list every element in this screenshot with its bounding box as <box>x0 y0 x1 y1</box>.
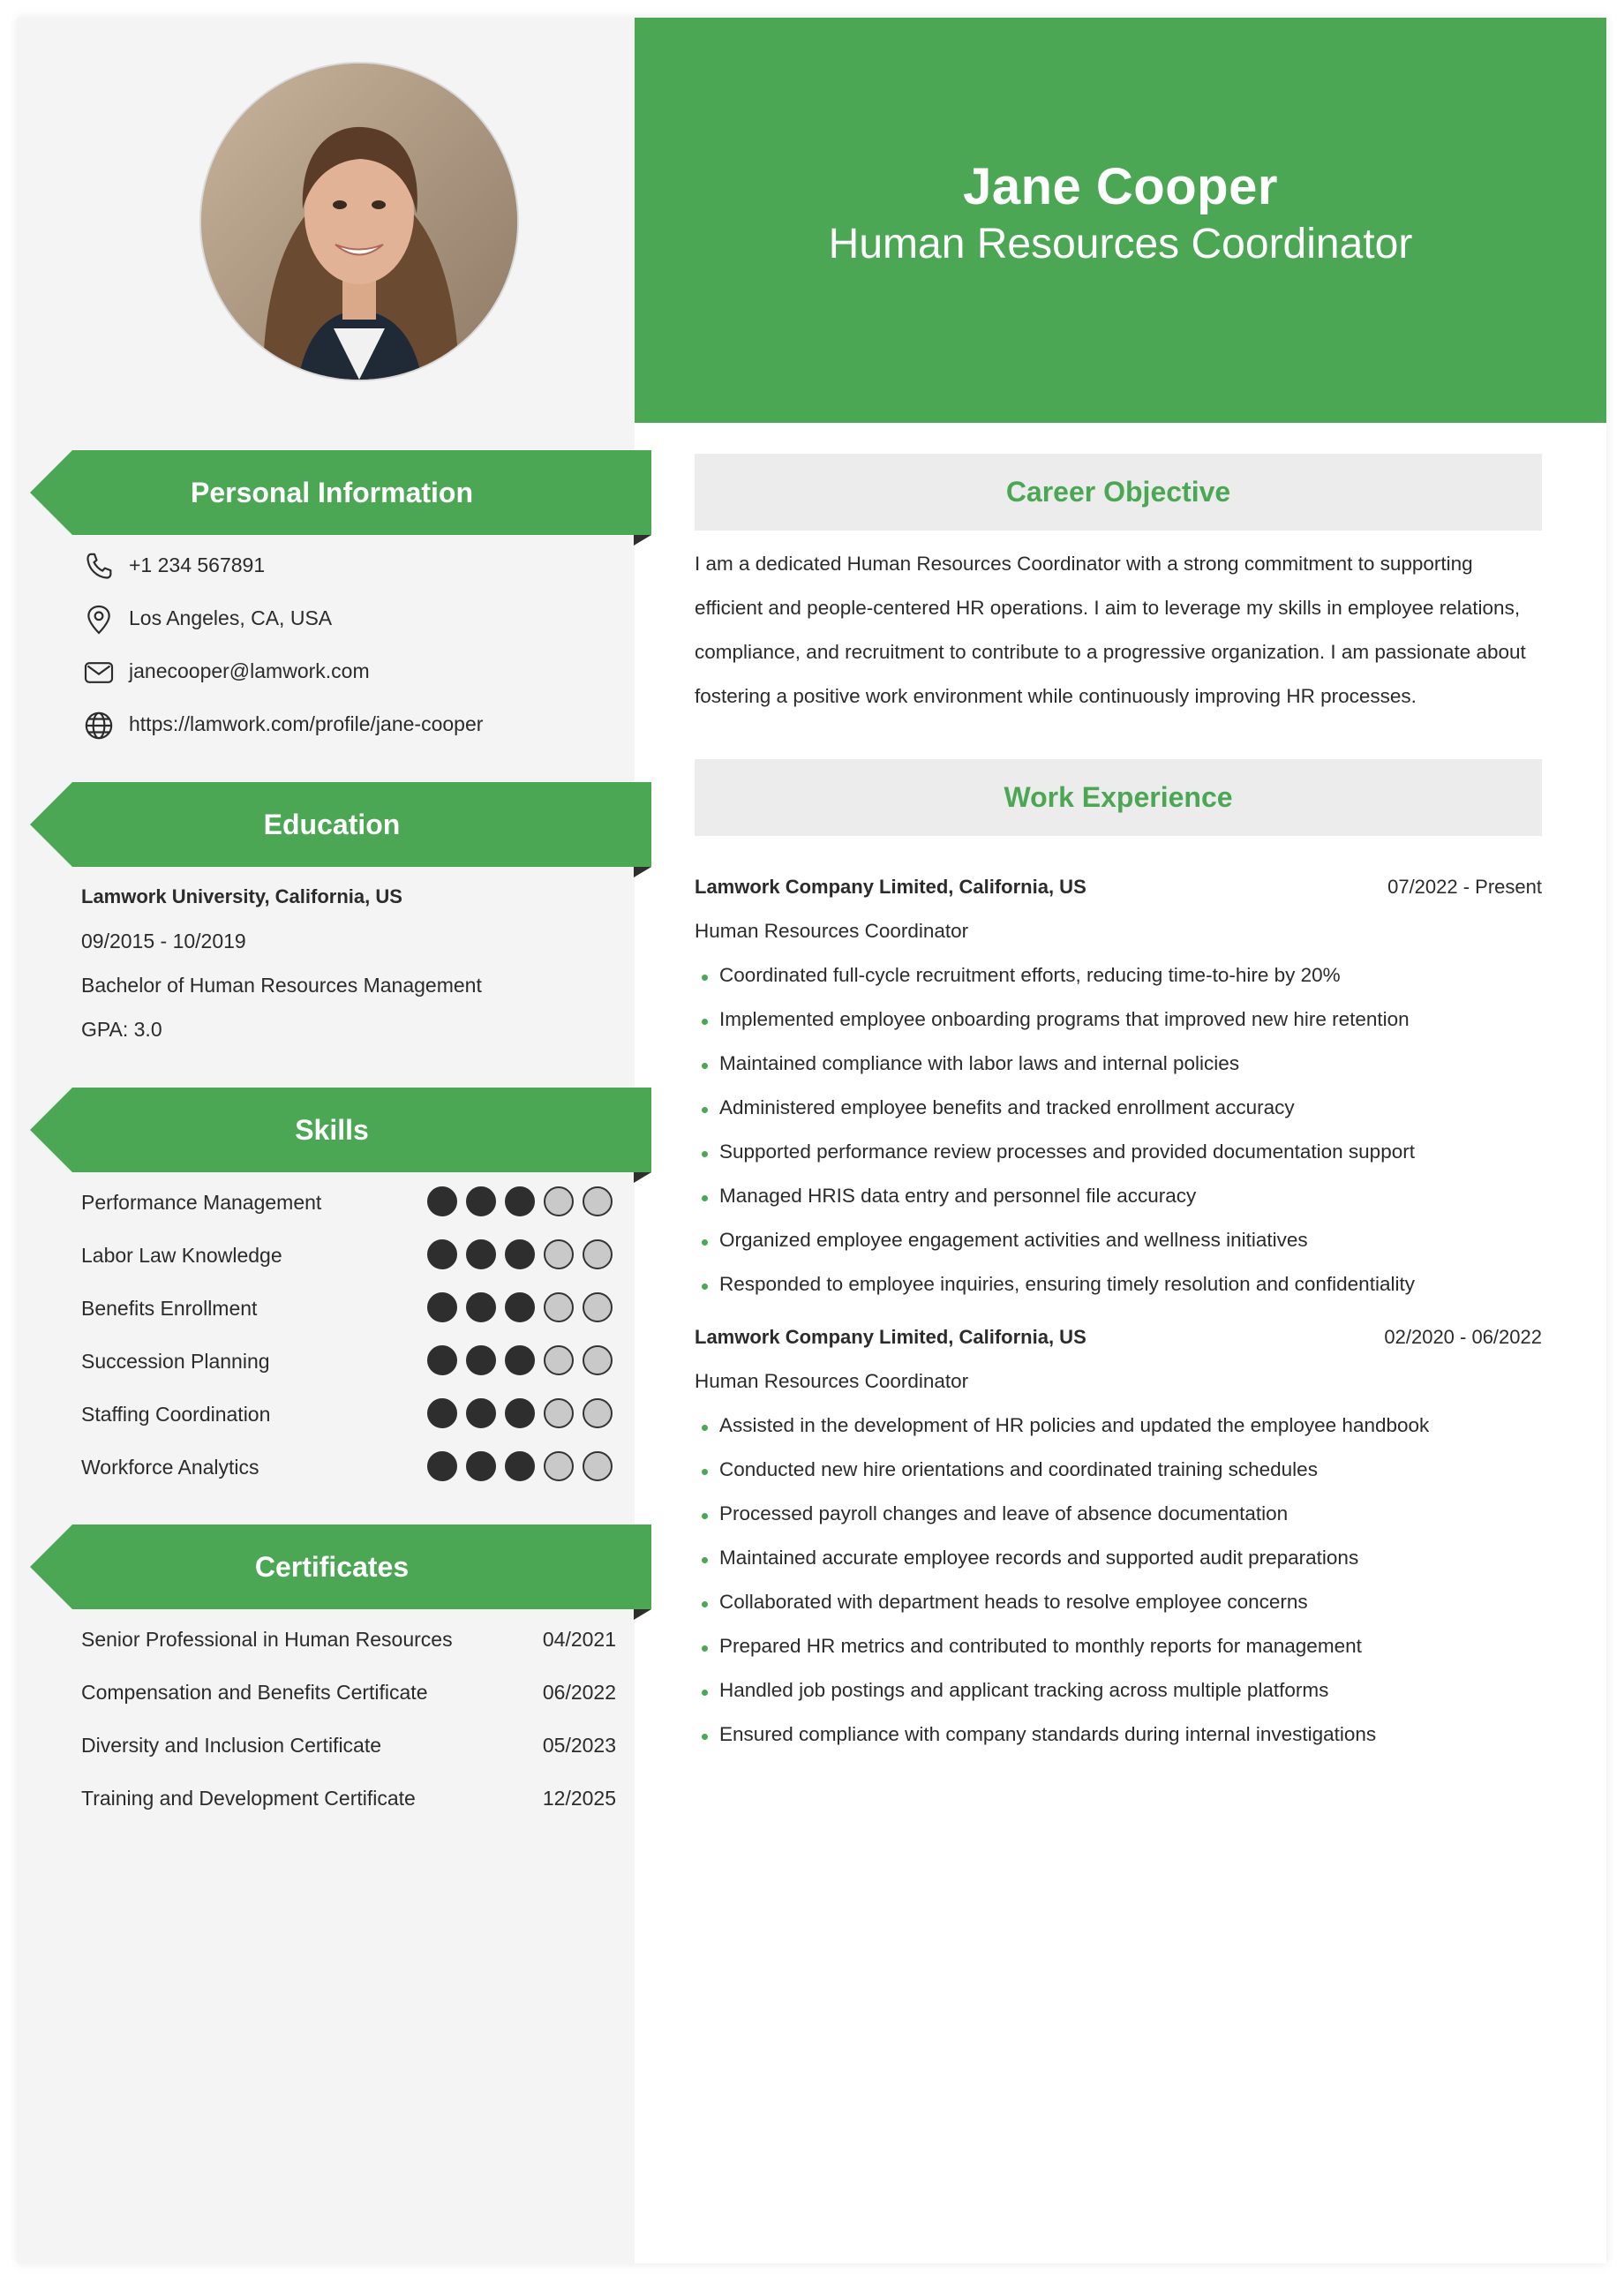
rating-dot-filled <box>505 1345 535 1375</box>
work-experience-heading: Work Experience <box>695 759 1542 836</box>
job-bullet-text: Responded to employee inquiries, ensuring timely resolution and confidentiality <box>719 1273 1415 1295</box>
skill-row <box>81 1342 614 1381</box>
certificate-row <box>81 1620 616 1659</box>
phone-icon <box>81 549 117 584</box>
education-period: 09/2015 - 10/2019 <box>81 930 246 952</box>
education-school: Lamwork University, California, US <box>81 885 402 907</box>
rating-dot-filled <box>505 1239 535 1269</box>
bullet-icon <box>702 1513 708 1519</box>
job-role: Human Resources Coordinator <box>695 920 969 942</box>
education-gpa: GPA: 3.0 <box>81 1018 162 1041</box>
job-header <box>695 868 1542 907</box>
bullet-icon <box>702 1195 708 1201</box>
mail-icon <box>81 655 117 690</box>
certificate-name: Diversity and Inclusion Certificate <box>81 1734 382 1757</box>
certificate-date: 12/2025 <box>542 1787 616 1810</box>
contact-phone-text[interactable]: +1 234 567891 <box>129 553 266 576</box>
personal-info-heading: Personal Information <box>190 477 474 508</box>
rating-dot-empty <box>544 1239 574 1269</box>
rating-dot-filled <box>427 1186 457 1216</box>
rating-dot-filled <box>427 1239 457 1269</box>
bullet-icon <box>702 1019 708 1025</box>
skill-row <box>81 1236 614 1275</box>
job-bullet-text: Assisted in the development of HR policies and updated the employee handbook <box>719 1414 1430 1436</box>
education-banner <box>30 782 651 867</box>
certificate-date: 06/2022 <box>542 1681 616 1704</box>
rating-dot-empty <box>583 1292 613 1322</box>
rating-dot-empty <box>583 1398 613 1428</box>
job-bullet-text: Maintained accurate employee records and supported audit preparations <box>719 1547 1359 1569</box>
certificate-row <box>81 1779 616 1818</box>
sidebar <box>18 18 635 2263</box>
skill-row <box>81 1289 614 1328</box>
certificate-name: Training and Development Certificate <box>81 1787 416 1810</box>
rating-dot-empty <box>544 1398 574 1428</box>
job-bullet-text: Collaborated with department heads to resolve employee concerns <box>719 1591 1308 1613</box>
bullet-icon <box>702 1425 708 1431</box>
rating-dot-filled <box>427 1451 457 1481</box>
rating-dot-filled <box>466 1239 496 1269</box>
rating-dot-filled <box>466 1451 496 1481</box>
candidate-title: Human Resources Coordinator <box>828 221 1413 267</box>
header-banner <box>635 18 1606 423</box>
rating-dot-filled <box>505 1451 535 1481</box>
skill-name: Labor Law Knowledge <box>81 1244 282 1267</box>
job-bullet-text: Prepared HR metrics and contributed to monthly reports for management <box>719 1635 1362 1657</box>
bullet-icon <box>702 1063 708 1069</box>
rating-dot-empty <box>583 1239 613 1269</box>
rating-dot-filled <box>466 1398 496 1428</box>
rating-dot-filled <box>505 1186 535 1216</box>
job-bullet-text: Ensured compliance with company standards during internal investigations <box>719 1723 1377 1745</box>
rating-dot-empty <box>544 1345 574 1375</box>
rating-dot-filled <box>466 1186 496 1216</box>
bullet-icon <box>702 1601 708 1607</box>
job-bullet-text: Handled job postings and applicant tracking across multiple platforms <box>719 1679 1329 1701</box>
job-bullet-text: Conducted new hire orientations and coordinated training schedules <box>719 1458 1318 1480</box>
skill-row <box>81 1448 614 1487</box>
rating-dot-empty <box>544 1451 574 1481</box>
rating-dot-empty <box>583 1345 613 1375</box>
location-pin-icon <box>81 602 117 637</box>
skills-banner <box>30 1088 651 1172</box>
certificate-name: Senior Professional in Human Resources <box>81 1628 453 1651</box>
education-heading: Education <box>263 809 401 840</box>
job-bullet-text: Managed HRIS data entry and personnel file accuracy <box>719 1185 1197 1207</box>
rating-dot-filled <box>466 1292 496 1322</box>
personal-info-banner <box>30 450 651 535</box>
job-bullet-text: Coordinated full-cycle recruitment efforts, reducing time-to-hire by 20% <box>719 964 1341 986</box>
job-role: Human Resources Coordinator <box>695 1370 969 1392</box>
rating-dot-filled <box>505 1398 535 1428</box>
skills-heading: Skills <box>295 1114 369 1146</box>
globe-icon <box>81 708 117 743</box>
rating-dot-empty <box>583 1451 613 1481</box>
skill-name: Succession Planning <box>81 1350 270 1373</box>
certificate-date: 04/2021 <box>542 1628 616 1651</box>
job-company: Lamwork Company Limited, California, US <box>695 1326 1086 1348</box>
bullet-icon <box>702 1151 708 1157</box>
job-bullet-text: Organized employee engagement activities and wellness initiatives <box>719 1229 1308 1251</box>
bullet-icon <box>702 1469 708 1475</box>
job-bullet-text: Processed payroll changes and leave of absence documentation <box>719 1502 1289 1524</box>
rating-dot-filled <box>427 1292 457 1322</box>
certificates-banner <box>30 1524 651 1609</box>
rating-dot-filled <box>427 1345 457 1375</box>
rating-dot-filled <box>466 1345 496 1375</box>
job-company: Lamwork Company Limited, California, US <box>695 876 1086 898</box>
career-objective-text: I am a dedicated Human Resources Coordinator with a strong commitment to supporting efficient and people-centered HR operations. I aim to leverage my skills in employee relations, compliance, and recruitment to contribute to a progressive organization. I am passionate about fostering a positive work environment while continuously improving HR processes. <box>695 553 1526 707</box>
bullet-icon <box>702 1734 708 1740</box>
job-bullet-text: Supported performance review processes and provided documentation support <box>719 1140 1415 1163</box>
candidate-name: Jane Cooper <box>963 158 1278 215</box>
rating-dot-empty <box>544 1292 574 1322</box>
job-period: 02/2020 - 06/2022 <box>1384 1326 1542 1348</box>
job-bullet-text: Administered employee benefits and tracked enrollment accuracy <box>719 1096 1295 1118</box>
skill-name: Benefits Enrollment <box>81 1297 258 1320</box>
bullet-icon <box>702 1645 708 1652</box>
bullet-icon <box>702 1690 708 1696</box>
rating-dot-empty <box>583 1186 613 1216</box>
job-bullet-text: Maintained compliance with labor laws and internal policies <box>719 1052 1240 1074</box>
certificates-heading: Certificates <box>254 1551 410 1583</box>
bullet-icon <box>702 975 708 981</box>
certificate-name: Compensation and Benefits Certificate <box>81 1681 428 1704</box>
skill-name: Performance Management <box>81 1191 322 1214</box>
rating-dot-filled <box>427 1398 457 1428</box>
bullet-icon <box>702 1239 708 1246</box>
profile-photo <box>199 62 519 381</box>
certificate-row <box>81 1726 616 1765</box>
bullet-icon <box>702 1107 708 1113</box>
contact-email-text[interactable]: janecooper@lamwork.com <box>129 659 370 682</box>
skill-row <box>81 1395 614 1434</box>
rating-dot-filled <box>505 1292 535 1322</box>
resume-page <box>18 18 1606 2263</box>
contact-location-text: Los Angeles, CA, USA <box>129 606 333 629</box>
skill-name: Workforce Analytics <box>81 1456 259 1479</box>
education-degree: Bachelor of Human Resources Management <box>81 974 482 997</box>
contact-website-text[interactable]: https://lamwork.com/profile/jane-cooper <box>129 712 484 735</box>
bullet-icon <box>702 1284 708 1290</box>
bullet-icon <box>702 1557 708 1563</box>
rating-dot-empty <box>544 1186 574 1216</box>
skill-row <box>81 1183 614 1222</box>
job-header <box>695 1318 1542 1357</box>
career-objective-heading: Career Objective <box>695 454 1542 531</box>
job-period: 07/2022 - Present <box>1387 876 1542 898</box>
profile-photo-illustration <box>201 64 517 380</box>
job-bullet-text: Implemented employee onboarding programs that improved new hire retention <box>719 1008 1410 1030</box>
certificate-date: 05/2023 <box>542 1734 616 1757</box>
certificate-row <box>81 1673 616 1712</box>
skill-name: Staffing Coordination <box>81 1403 271 1426</box>
